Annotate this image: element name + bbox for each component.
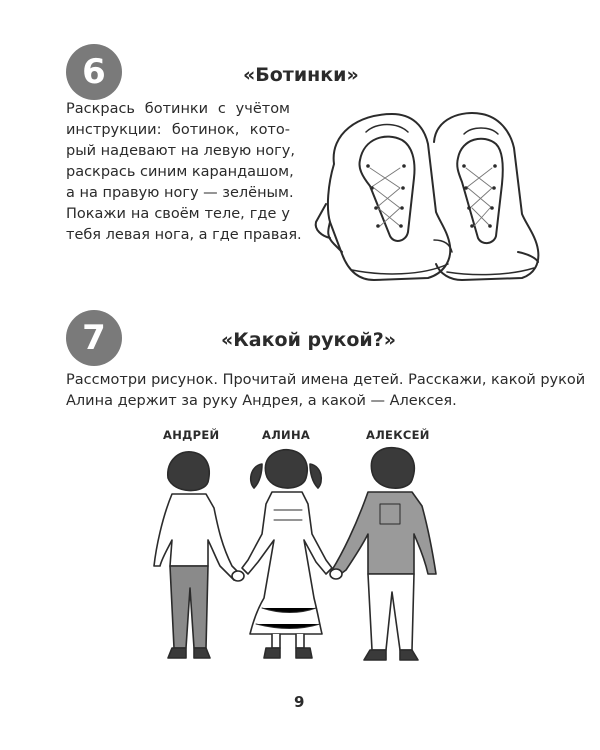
children-illustration [150, 448, 440, 673]
boy-aleksey [330, 448, 436, 660]
text-line: Алина держит за руку Андрея, а какой — Алексея. [66, 393, 457, 409]
text-line: а на правую ногу — зелёным. [66, 185, 294, 201]
text-line: Покажи на своём теле, где у [66, 206, 290, 222]
task-7-instructions [66, 370, 586, 412]
task-number-badge-6: 6 [66, 44, 122, 100]
task-6-instructions [66, 99, 302, 246]
text-line: тебя левая нога, а где правая. [66, 227, 302, 243]
name-label-alina: АЛИНА [262, 428, 311, 442]
left-shoe [316, 114, 452, 280]
shoes-illustration [312, 104, 550, 296]
page-number: 9 [294, 693, 305, 711]
text-line: Раскрась ботинки с учётом [66, 101, 290, 117]
task-title-6: «Ботинки» [243, 64, 359, 86]
task-title-7: «Какой рукой?» [221, 329, 397, 351]
girl-alina [242, 450, 332, 658]
text-line: Рассмотри рисунок. Прочитай имена детей. Расскажи, какой рукой [66, 372, 586, 388]
boy-andrey [154, 452, 244, 658]
task-number-badge-7: 7 [66, 310, 122, 366]
name-label-aleksey: АЛЕКСЕЙ [366, 428, 430, 442]
text-line: раскрась синим карандашом, [66, 164, 294, 180]
text-line: рый надевают на левую ногу, [66, 143, 295, 159]
name-label-andrey: АНДРЕЙ [163, 428, 220, 442]
text-line: инструкции: ботинок, кото- [66, 122, 290, 138]
